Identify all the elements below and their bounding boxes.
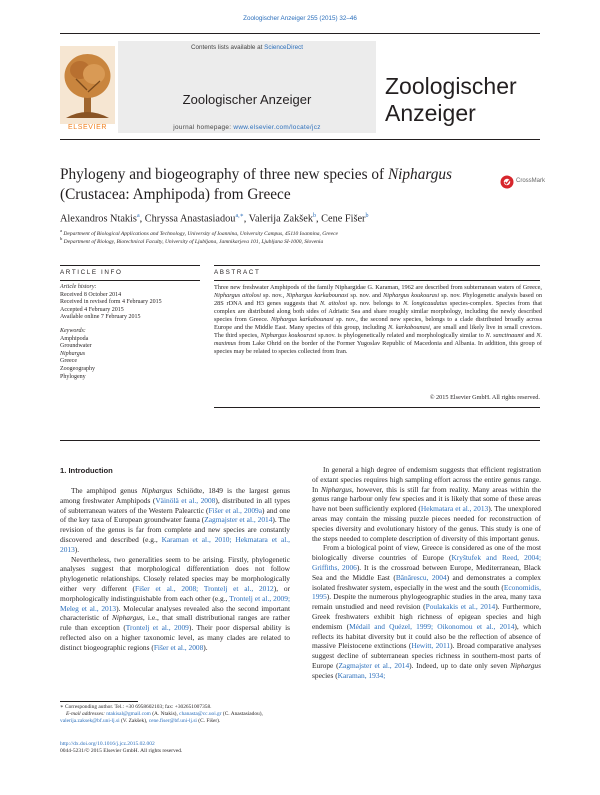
journal-banner-box bbox=[118, 41, 376, 133]
citation-link[interactable]: Fišer et al., 2008 bbox=[153, 642, 204, 652]
citation-link[interactable]: Trontelj et al., 2009; Meleg et al., 2013 bbox=[60, 593, 290, 613]
info-mid-rule bbox=[60, 280, 200, 281]
abstract-heading: ABSTRACT bbox=[214, 269, 261, 276]
email-link[interactable]: chanasta@cc.uoi.gr bbox=[179, 711, 222, 718]
author-name[interactable]: Valerija Zakšek bbox=[248, 213, 313, 225]
author-name[interactable]: Cene Fišer bbox=[321, 213, 366, 225]
footnote-rule bbox=[60, 701, 138, 702]
author-name[interactable]: Alexandros Ntakis bbox=[60, 213, 137, 225]
section-heading-introduction: 1. Introduction bbox=[60, 466, 113, 475]
abstract-text: Three new freshwater Amphipods of the family Niphargidae G. Karaman, 1962 are described from subterranean waters of Greece, Niphargus aitolosi sp. nov., Niphargus karkabounasi sp. nov. and Niphargus koukourasi sp. nov. Phylogenetic analysis based on 28S rDNA and H3 genes suggests that N. aitolosi sp. nov. belongs to N. longicaudatus species-complex. Species from that complex are distributed along both sides of Adriatic Sea and share roughly similar morphology, including the newly described species from Greece. Niphargus karkabounasi sp. nov., the second new species, belongs to a clade distributed broadly across Europe and the Middle East. Many species of this group, including N. karkabounasi, are small and likely live in small crevices. The third species, Niphargus koukourasi sp.nov. is phylogenetically related and morphologically similar to N. sanctinaumi and N. maximus from Lake Ohrid on the border of the Former Yugoslav Republic of Macedonia and Albania. In addition, this group of species may be related to species collected from Iran. bbox=[214, 284, 543, 356]
doi-block bbox=[60, 741, 300, 755]
citation-link[interactable]: Väinölä et al., 2008 bbox=[155, 495, 216, 505]
citation-link[interactable]: Hewitt, 2011 bbox=[411, 641, 451, 651]
corresponding-author-footnote: ∗ Corresponding author. Tel.: +30 6958602103; fax: +302651007358. E-mail addresses: ntakisal@gmail.com (A. Ntakis), chanasta@cc.uoi.gr (C. Anastasiadou), valerija.zaksek@bf.uni-lj.si (V. Zakšek), cene.fiser@bf.uni-lj.si (C. Fišer). bbox=[60, 704, 263, 725]
journal-homepage-line: journal homepage: www.elsevier.com/locate/jcz bbox=[173, 124, 321, 131]
article-info-heading: ARTICLE INFO bbox=[60, 269, 123, 276]
header-bottom-rule bbox=[60, 139, 540, 140]
copyright-line: © 2015 Elsevier GmbH. All rights reserved. bbox=[429, 394, 540, 401]
affiliation-b: $^b$ Department of Biology, Biotechnical Faculty, University of Ljubljana, Jamnikarjeva 101, Ljubljana SI-1000, Slovenia bbox=[60, 236, 324, 245]
paragraph: In general a high degree of endemism suggests that efficient registration of extant species requires high sampling effort across the entire genus range. In Niphargus, however, this is still far from reality. Many areas within the genus range harbour only few species and it is likely that some of these areas have not been sufficiently explored (Hekmatara et al., 2013). The unexplored areas may contain the missing puzzle pieces needed for reconstruction of species diversity and evolutionary history of the genus. This study is one of the steps needed to complete description of diversity of this important genus. bbox=[312, 465, 541, 543]
affiliation-a: $^a$ Department of Biological Applications and Technology, University of Ioannina, University Campus, 45110 Ioannina, Greece bbox=[60, 228, 338, 237]
author-list: Alexandros Ntakis$^a$, Chryssa Anastasiadou$^{a,∗}$, Valerija Zakšek$^b$, Cene Fišer$^b$ bbox=[60, 213, 369, 225]
citation-link[interactable]: Hekmatara et al., 2013 bbox=[420, 504, 489, 514]
citation-link[interactable]: Zagmajster et al., 2014 bbox=[204, 515, 273, 525]
info-top-rule bbox=[60, 265, 200, 266]
left-column bbox=[60, 486, 290, 653]
abstract-mid-rule bbox=[214, 280, 540, 281]
abstract-bottom-rule bbox=[214, 407, 540, 408]
crossmark-label: CrossMark bbox=[516, 178, 546, 184]
email-link[interactable]: ntakisal@gmail.com bbox=[106, 711, 151, 718]
elsevier-tree-logo bbox=[60, 46, 115, 124]
citation-link[interactable]: Trontelj et al., 2009 bbox=[125, 623, 189, 633]
keyword: Zoogeography bbox=[60, 365, 95, 372]
history-item: Accepted 4 February 2015 bbox=[60, 306, 124, 313]
article-title: Phylogeny and biogeography of three new species of Niphargus (Crustacea: Amphipoda) from Greece bbox=[60, 166, 452, 203]
citation-link[interactable]: Fišer et al., 2009a bbox=[208, 505, 263, 515]
keyword: Amphipoda bbox=[60, 335, 89, 342]
citation-link[interactable]: Bănărescu, 2004 bbox=[395, 572, 447, 582]
homepage-link[interactable]: www.elsevier.com/locate/jcz bbox=[233, 124, 321, 131]
keyword: Groundwater bbox=[60, 343, 92, 350]
email-link[interactable]: valerija.zaksek@bf.uni-lj.si bbox=[60, 718, 120, 725]
citation-link[interactable]: Médail and Quézel, 1999; Oikonomou et al., 2014 bbox=[349, 621, 515, 631]
history-item: Received in revised form 4 February 2015 bbox=[60, 299, 162, 306]
contents-line: Contents lists available at ScienceDirect bbox=[190, 44, 303, 51]
keyword: Niphargus bbox=[60, 350, 86, 357]
citation-link[interactable]: Fišer et al., 2008; Trontelj et al., 2012 bbox=[134, 583, 274, 593]
keyword: Phylogeny bbox=[60, 373, 86, 380]
crossmark-badge[interactable] bbox=[500, 175, 550, 189]
keyword: Greece bbox=[60, 358, 77, 365]
citation-link[interactable]: Karaman et al., 2010; Hekmatara et al., 2013 bbox=[60, 534, 290, 554]
author-name[interactable]: Chryssa Anastasiadou bbox=[144, 213, 236, 225]
citation-link[interactable]: Poulakakis et al., 2014 bbox=[425, 602, 496, 612]
journal-name: Zoologischer Anzeiger bbox=[182, 92, 312, 107]
history-item: Received 8 October 2014 bbox=[60, 291, 122, 298]
citation-link[interactable]: Kryštufek and Reed, 2004; Griffiths, 2006 bbox=[312, 553, 541, 572]
paragraph: The amphipod genus Niphargus Schiödte, 1849 is the largest genus among freshwater Amphipods (Väinölä et al., 2008), distributed in all types of subterranean waters of the Western Palearctic (Fišer et al., 2009a) and one of the key taxa of European groundwater fauna (Zagmajster et al., 2014). The revision of the genus is far from complete and new species are constantly discovered and described (e.g., Karaman et al., 2010; Hekmatara et al., 2013). bbox=[60, 486, 291, 554]
citation-link[interactable]: Karaman, 1934; bbox=[337, 670, 386, 680]
right-column bbox=[312, 465, 541, 681]
doi-link[interactable]: http://dx.doi.org/10.1016/j.jcz.2015.02.002 bbox=[60, 741, 155, 747]
article-info: Article history: Received 8 October 2014 Received in revised form 4 February 2015 Accepted 4 February 2015 Available online 7 February 2015 Keywords: Amphipoda Groundwater Niphargus Greece Zoogeography Phylogeny bbox=[60, 284, 200, 381]
abstract-top-rule bbox=[214, 265, 540, 266]
citation-link[interactable]: Zagmajster et al., 2014 bbox=[338, 660, 410, 670]
citation-link[interactable]: Economidis, 1995 bbox=[312, 582, 541, 602]
header-top-rule bbox=[60, 33, 540, 34]
journal-masthead-title: Zoologischer Anzeiger bbox=[385, 73, 517, 126]
issn-line: 0044-5231/© 2015 Elsevier GmbH. All rights reserved. bbox=[60, 748, 183, 755]
history-item: Available online 7 February 2015 bbox=[60, 314, 141, 321]
paragraph: From a biological point of view, Greece is considered as one of the most biologically diverse countries of Europe (Kryštufek and Reed, 2004; Griffiths, 2006). It is the crossroad between Europe, Mediterranean, Black Sea and the Middle East (Bănărescu, 2004) and demonstrates a complex isolated freshwater system, especially in the west and the south (Economidis, 1995). Despite the numerous phylogeographic studies in the area, many taxa remain unstudied and need revision (Poulakakis et al., 2014). Furthermore, Greek freshwaters exhibit high richness of epigean species and high endemism (Médail and Quézel, 1999; Oikonomou et al., 2014), which reflects its habitat diversity but it could also be the reflection of absence of massive Pleistocene extinctions (Hewitt, 2011). Broad comparative analyses suggest decline of subterranean species richness in southern-most parts of Europe (Zagmajster et al., 2014). Indeed, up to date only seven Niphargus species (Karaman, 1934; bbox=[312, 543, 542, 680]
sciencedirect-link[interactable]: ScienceDirect bbox=[264, 44, 303, 51]
journal-reference[interactable]: Zoologischer Anzeiger 255 (2015) 32–46 bbox=[243, 15, 357, 22]
email-link[interactable]: cene.fiser@bf.uni-lj.si bbox=[148, 718, 197, 725]
body-top-rule bbox=[60, 440, 540, 441]
paragraph: Nevertheless, two generalities seem to be arising. Firstly, phylogenetic analyses suggest that morphological differentiation does not follow phylogenetic relationships. Closely related species may be morphologically either very different (Fišer et al., 2008; Trontelj et al., 2012), or morphologically indistinguishable from each other (e.g., Trontelj et al., 2009; Meleg et al., 2013). Molecular analyses revealed also the second important characteristic of Niphargus, i.e., that small distributional ranges are rather rule than exception (Trontelj et al., 2009). Their poor dispersal ability is reflected also on a higher taxonomic level, as many clades are related to distinct biogeographic regions (Fišer et al., 2008). bbox=[60, 554, 290, 652]
elsevier-wordmark: ELSEVIER bbox=[67, 124, 108, 131]
